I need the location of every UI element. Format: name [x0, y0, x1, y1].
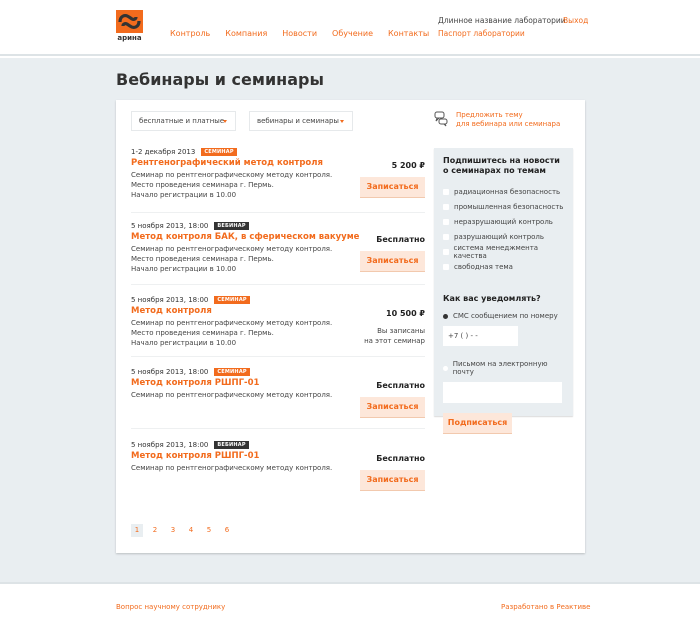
nav-item-education[interactable]: Обучение [332, 29, 373, 38]
divider [131, 212, 425, 213]
page-5[interactable]: 5 [206, 526, 212, 534]
chevron-down-icon [340, 120, 344, 123]
event-desc-line: Место проведения семинара г. Пермь. [131, 181, 274, 189]
event-item [131, 368, 425, 411]
event-desc-line: Начало регистрации в 10.00 [131, 265, 237, 273]
page-4[interactable]: 4 [188, 526, 194, 534]
checkbox[interactable] [443, 234, 449, 240]
event-type-badge: ВЕБИНАР [214, 441, 248, 449]
lab-passport-link[interactable]: Паспорт лаборатории [438, 29, 525, 38]
subscribe-title [443, 156, 564, 176]
suggest-line-1: Предложить тему [456, 111, 523, 119]
event-price: Бесплатно [376, 235, 425, 244]
radio[interactable] [443, 366, 448, 371]
event-desc-line: Начало регистрации в 10.00 [131, 191, 237, 199]
topic-label: разрушающий контроль [454, 232, 545, 241]
event-date: 1-2 декабря 2013 [131, 148, 196, 156]
sms-option[interactable] [443, 312, 564, 320]
register-button[interactable]: Записаться [360, 177, 425, 198]
price-filter-value: бесплатные и платные [139, 117, 225, 125]
events-card [116, 100, 585, 553]
header [0, 0, 700, 56]
logo[interactable] [116, 10, 143, 44]
checkbox[interactable] [443, 189, 449, 195]
chat-bubbles-icon [434, 111, 448, 127]
ask-scientist-link[interactable]: Вопрос научному сотруднику [116, 603, 226, 611]
registered-line: Вы записаны [377, 327, 425, 335]
page-2[interactable]: 2 [152, 526, 158, 534]
topic-checkbox[interactable] [443, 199, 564, 214]
topic-checkbox[interactable] [443, 259, 564, 274]
topic-checkbox[interactable] [443, 229, 564, 244]
page-title: Вебинары и семинары [116, 70, 324, 89]
event-title[interactable]: Метод контроля РШПГ-01 [131, 378, 260, 388]
page-1[interactable]: 1 [131, 524, 143, 537]
lab-name: Длинное название лаборатории [438, 16, 566, 25]
event-desc-line: Семинар по рентгенографическому методу контроля. [131, 464, 333, 472]
event-desc-line: Семинар по рентгенографическому методу контроля. [131, 171, 333, 179]
logo-icon [116, 10, 143, 33]
event-title[interactable]: Метод контроля РШПГ-01 [131, 451, 260, 461]
topic-label: промышленная безопасность [454, 202, 564, 211]
email-input[interactable] [443, 382, 562, 403]
divider [131, 356, 425, 357]
event-desc-line: Семинар по рентгенографическому методу контроля. [131, 245, 333, 253]
type-filter-select[interactable] [249, 111, 353, 131]
divider [131, 284, 425, 285]
topic-label: система менеджмента качества [453, 243, 539, 260]
page-6[interactable]: 6 [224, 526, 230, 534]
registered-line: на этот семинар [364, 337, 425, 345]
nav-item-company[interactable]: Компания [225, 29, 268, 38]
chevron-down-icon [223, 120, 227, 123]
event-desc-line: Начало регистрации в 10.00 [131, 339, 237, 347]
email-label: Письмом на электронную почту [452, 360, 548, 376]
subscribe-panel [434, 148, 573, 427]
radio-selected[interactable] [443, 314, 448, 319]
checkbox[interactable] [443, 249, 449, 255]
phone-input[interactable]: +7 ( ) - - [443, 326, 518, 346]
event-type-badge: СЕМИНАР [214, 368, 249, 376]
event-type-badge: СЕМИНАР [201, 148, 236, 156]
suggest-topic-link[interactable] [434, 111, 560, 129]
event-item [131, 441, 425, 484]
event-price: 10 500 ₽ [386, 309, 425, 318]
event-desc-line: Место проведения семинара г. Пермь. [131, 329, 274, 337]
event-title[interactable]: Метод контроля БАК, в сферическом вакууме [131, 232, 360, 242]
topic-checkbox[interactable] [443, 214, 564, 229]
event-item [131, 296, 425, 348]
subscribe-title-line-1: Подпишитесь на новости [443, 156, 560, 165]
event-title[interactable]: Метод контроля [131, 306, 212, 316]
event-item [131, 148, 425, 200]
event-date: 5 ноября 2013, 18:00 [131, 368, 209, 376]
event-desc-line: Семинар по рентгенографическому методу контроля. [131, 319, 333, 327]
notify-title: Как вас уведомлять? [443, 294, 541, 303]
price-filter-select[interactable] [131, 111, 236, 131]
event-item [131, 222, 425, 274]
logo-text: арина [117, 34, 142, 42]
suggest-line-2: для вебинара или семинара [456, 120, 561, 128]
subscribe-button[interactable]: Подписаться [443, 413, 512, 434]
developer-link[interactable]: Разработано в Реактиве [501, 603, 591, 611]
nav-item-news[interactable]: Новости [282, 29, 318, 38]
nav-item-control[interactable]: Контроль [170, 29, 211, 38]
event-price: Бесплатно [376, 381, 425, 390]
sms-label: СМС сообщением по номеру [453, 312, 558, 320]
pagination [131, 524, 233, 537]
event-type-badge: СЕМИНАР [214, 296, 249, 304]
event-desc-line: Семинар по рентгенографическому методу контроля. [131, 391, 333, 399]
topic-list [443, 184, 564, 274]
event-desc-line: Место проведения семинара г. Пермь. [131, 255, 274, 263]
type-filter-value: вебинары и семинары [257, 117, 339, 125]
checkbox[interactable] [443, 204, 449, 210]
event-type-badge: ВЕБИНАР [214, 222, 248, 230]
subscribe-title-line-2: о семинарах по темам [443, 166, 546, 175]
register-button[interactable]: Записаться [360, 251, 425, 272]
event-price: 5 200 ₽ [391, 161, 425, 170]
register-button[interactable]: Записаться [360, 397, 425, 418]
topic-label: радиационная безопасность [454, 187, 561, 196]
topic-label: неразрушающий контроль [454, 217, 553, 226]
page-3[interactable]: 3 [170, 526, 176, 534]
checkbox[interactable] [443, 264, 449, 270]
topic-checkbox[interactable] [443, 184, 564, 199]
registered-status [364, 326, 425, 346]
email-option[interactable] [443, 360, 564, 376]
divider [131, 428, 425, 429]
event-date: 5 ноября 2013, 18:00 [131, 222, 209, 230]
checkbox[interactable] [443, 219, 449, 225]
logout-link[interactable]: Выход [563, 16, 589, 25]
topic-checkbox[interactable] [443, 244, 564, 259]
event-price: Бесплатно [376, 454, 425, 463]
main-nav [170, 29, 429, 38]
register-button[interactable]: Записаться [360, 470, 425, 491]
nav-item-contacts[interactable]: Контакты [388, 29, 430, 38]
event-date: 5 ноября 2013, 18:00 [131, 441, 209, 449]
topic-label: свободная тема [454, 262, 513, 271]
event-title[interactable]: Рентгенографический метод контроля [131, 158, 323, 168]
event-date: 5 ноября 2013, 18:00 [131, 296, 209, 304]
